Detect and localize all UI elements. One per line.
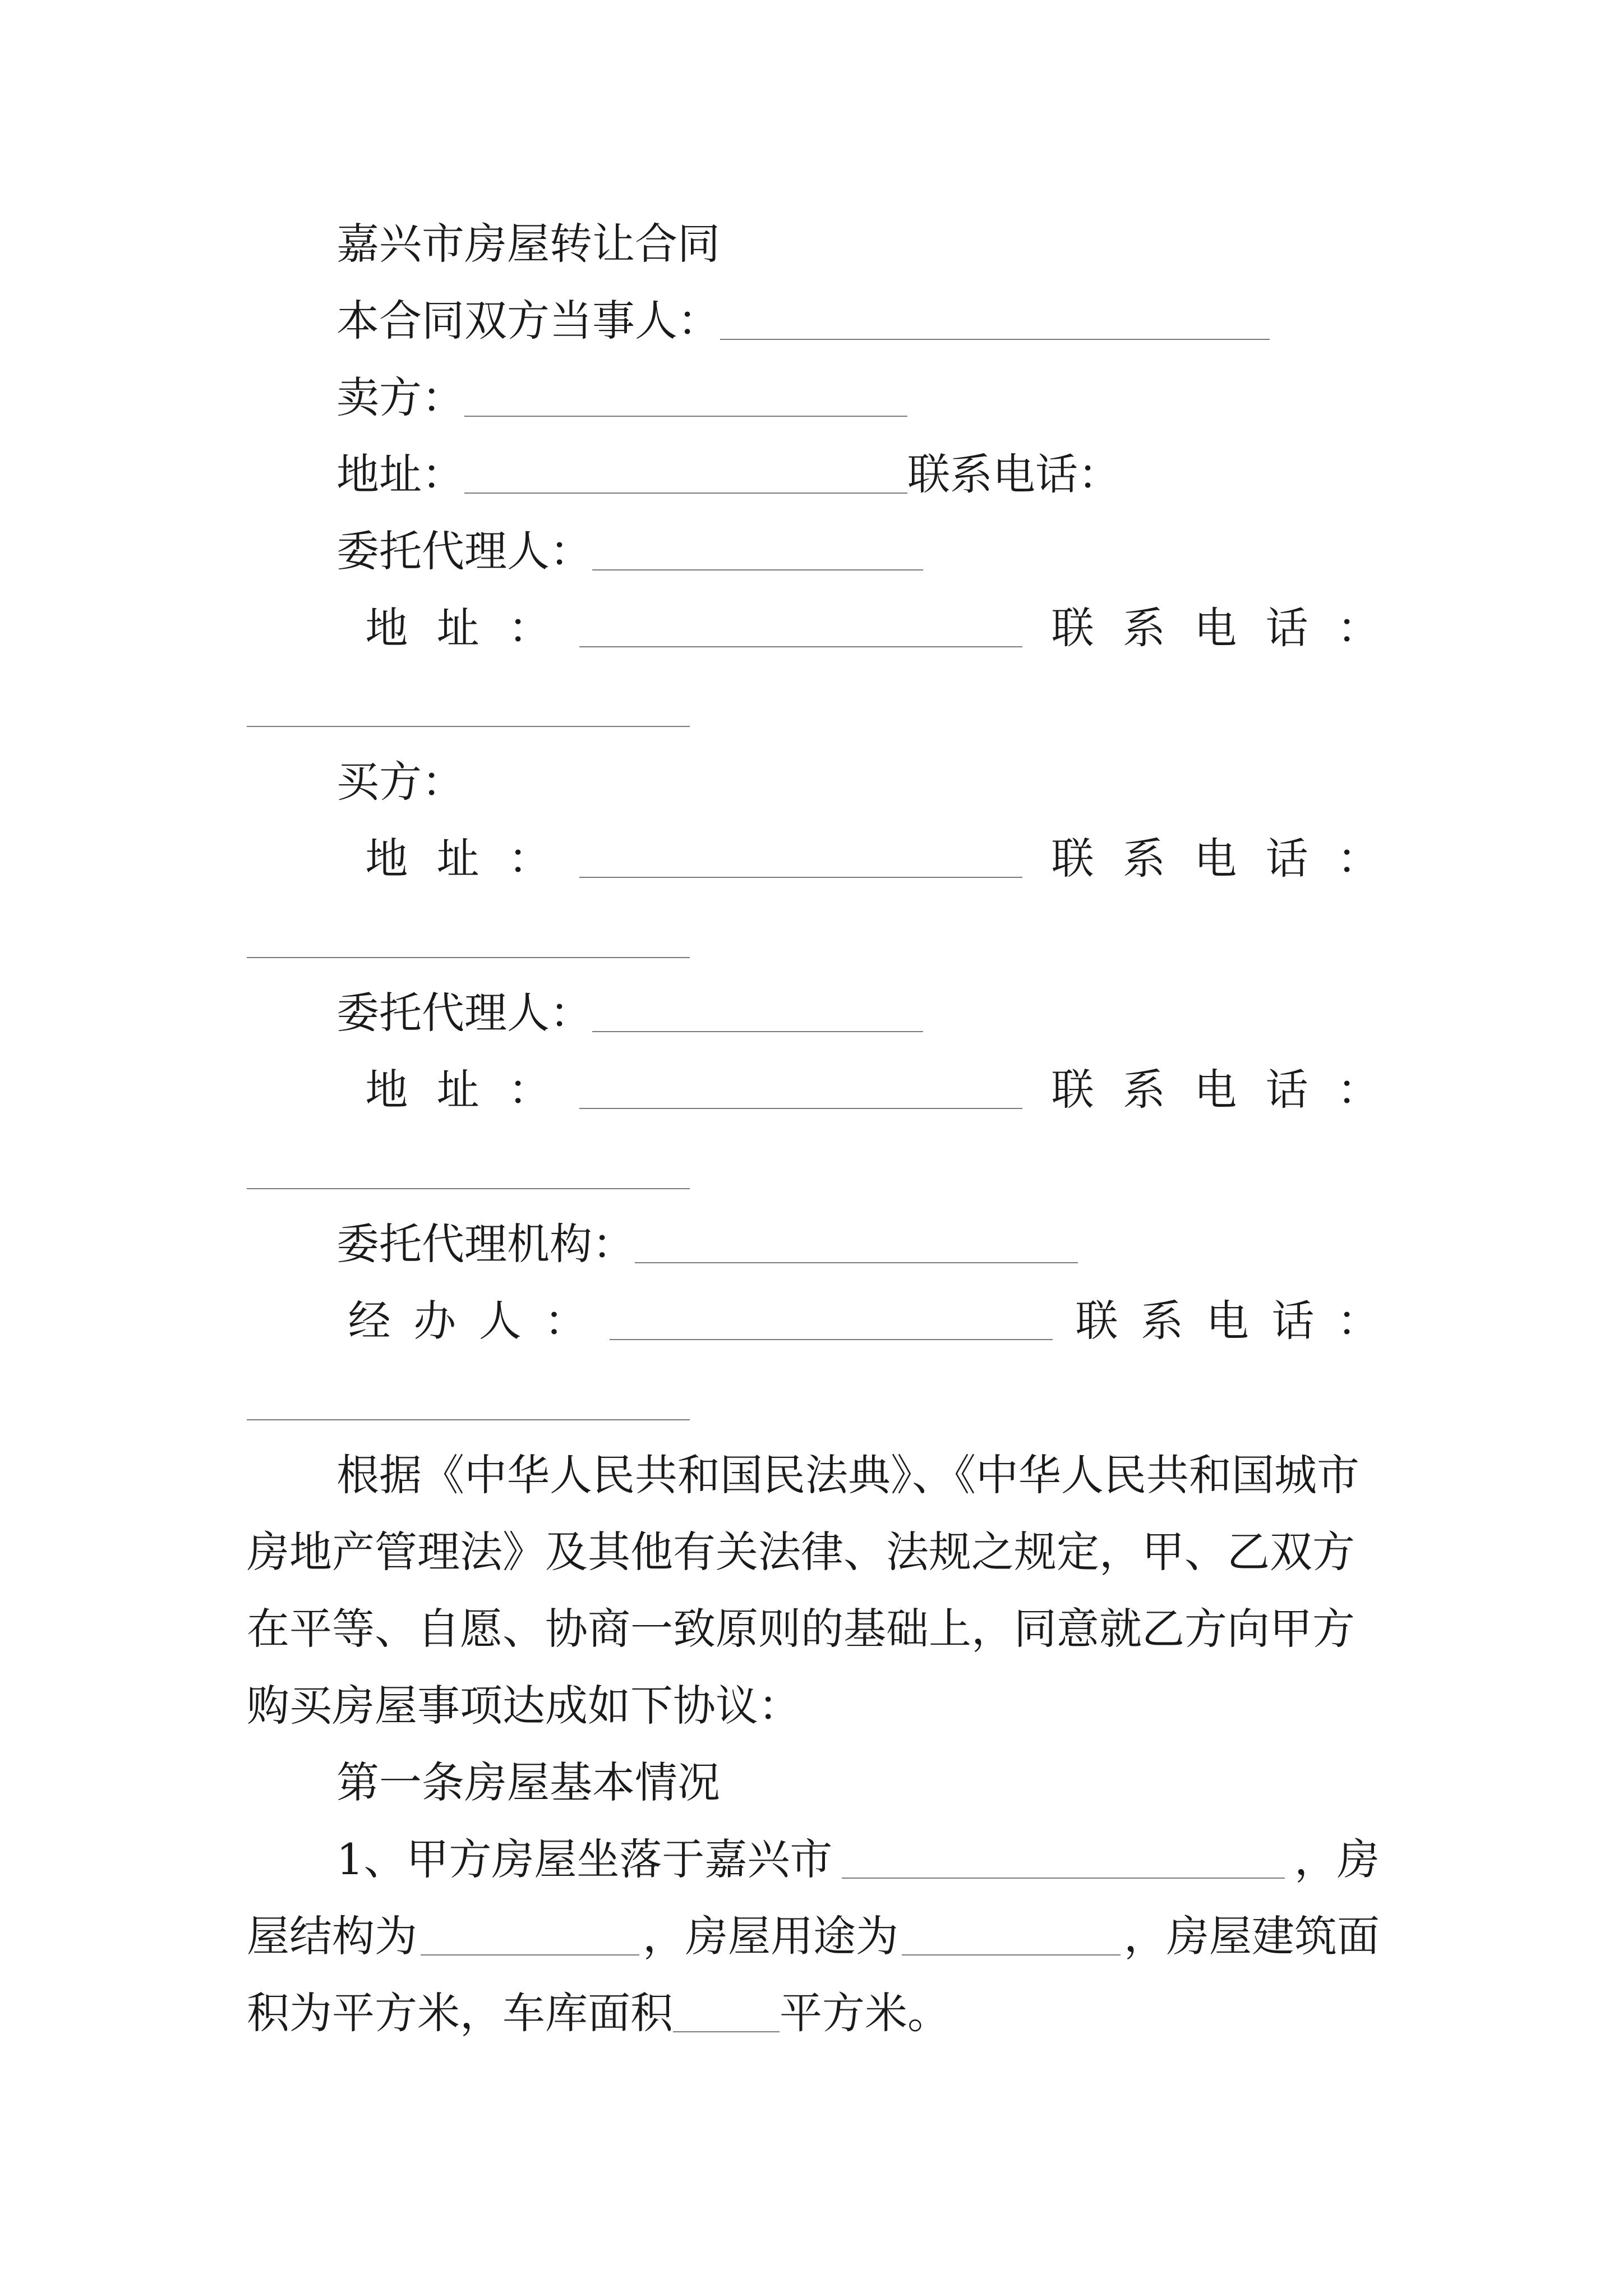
phone-char: 系 [1141,1296,1184,1346]
usage-label: ，房屋用途为 [643,1911,898,1961]
buyer-agent-row [336,985,923,1041]
phone-char: 电 [1206,1296,1249,1346]
buyer-row [336,754,464,810]
address-char: ： [508,603,551,653]
parties-blank[interactable] [720,339,1270,340]
structure-blank[interactable] [421,1954,639,1955]
buyer-agent-blank[interactable] [592,1031,923,1032]
agency-phone-blank[interactable] [247,1419,690,1420]
seller-agent-row [336,523,923,579]
document-title [336,216,720,272]
phone-char: ： [1336,603,1380,653]
handler-char: 人 [478,1296,522,1346]
usage-blank[interactable] [902,1954,1121,1955]
agency-label: 委托代理机构： [336,1219,635,1269]
address-char: ： [508,1065,551,1115]
phone-char: 系 [1122,834,1165,884]
address-char: 址 [436,1065,479,1115]
phone-char: 联 [1051,834,1094,884]
article1-line1-tail: ，房 [1294,1834,1380,1884]
garage-label: 积为平方米，车库面积 [247,1988,673,2038]
phone-char: ： [1336,834,1380,884]
phone-char: 话 [1265,603,1308,653]
phone-char: 话 [1271,1296,1315,1346]
phone-char: 联 [1075,1296,1118,1346]
phone-char: 系 [1122,1065,1165,1115]
agency-handler-row [247,1293,1380,1349]
seller-agent-address-row [247,600,1380,656]
phone-char: 电 [1194,1065,1237,1115]
seller-blank[interactable] [464,416,907,417]
agency-row [336,1216,1078,1272]
area-label: ，房屋建筑面 [1124,1911,1380,1961]
seller-address-blank[interactable] [464,493,907,494]
buyer-agent-label: 委托代理人： [336,988,592,1038]
address-char: 址 [436,834,479,884]
phone-char: ： [1336,1296,1380,1346]
title-text: 嘉兴市房屋转让合同 [336,219,720,269]
seller-phone-label: 联系电话： [907,449,1121,499]
address-char: 地 [365,1065,408,1115]
address-char: 地 [365,603,408,653]
address-char: 址 [436,603,479,653]
phone-char: 电 [1194,834,1237,884]
buyer-address-blank[interactable] [579,877,1022,878]
article1-line3 [247,1985,1380,2041]
buyer-label: 买方： [336,757,464,807]
seller-agent-label: 委托代理人： [336,526,592,576]
buyer-phone-blank[interactable] [247,957,690,958]
preamble-line [336,1447,1359,1503]
preamble-text: 在平等、自愿、协商一致原则的基础上，同意就乙方向甲方 [247,1604,1355,1654]
preamble-line [247,1601,1380,1657]
garage-area-blank[interactable] [673,2031,780,2032]
preamble-text: 根据《中华人民共和国民法典》、《中华人民共和国城市 [336,1450,1359,1500]
preamble-text: 购买房屋事项达成如下协议： [247,1681,801,1731]
handler-char: 办 [413,1296,457,1346]
buyer-agent-phone-blank[interactable] [247,1188,690,1189]
seller-agent-address-blank[interactable] [579,646,1022,647]
seller-address-row [336,447,1121,503]
seller-row [336,370,907,426]
buyer-address-row [247,831,1380,887]
structure-label: 屋结构为 [247,1911,417,1961]
preamble-line [247,1678,1380,1734]
buyer-agent-address-blank[interactable] [579,1108,1022,1109]
agency-blank[interactable] [635,1262,1078,1263]
garage-unit: 平方米。 [780,1988,950,2038]
handler-char: ： [544,1296,587,1346]
article1-line2 [247,1908,1380,1964]
handler-char: 经 [348,1296,391,1346]
preamble-line [247,1524,1380,1580]
parties-intro-label: 本合同双方当事人： [336,296,720,346]
address-char: ： [508,834,551,884]
seller-address-label: 地址： [336,449,464,499]
phone-char: 话 [1265,834,1308,884]
article1-heading [336,1755,720,1811]
seller-agent-phone-blank[interactable] [247,726,690,727]
preamble-text: 房地产管理法》及其他有关法律、法规之规定，甲、乙双方 [247,1527,1355,1577]
parties-intro-row [336,293,1270,349]
phone-char: 联 [1051,603,1094,653]
phone-char: 电 [1194,603,1237,653]
phone-char: 系 [1122,603,1165,653]
phone-char: ： [1336,1065,1380,1115]
buyer-agent-address-row [247,1062,1380,1118]
seller-agent-blank[interactable] [592,569,923,570]
phone-char: 话 [1265,1065,1308,1115]
phone-char: 联 [1051,1065,1094,1115]
article1-heading-text: 第一条房屋基本情况 [336,1757,720,1807]
article1-line1 [336,1832,1380,1888]
location-blank[interactable] [842,1878,1285,1879]
article1-location-label: 1、甲方房屋坐落于嘉兴市 [336,1834,833,1884]
seller-label: 卖方： [336,372,464,422]
agency-handler-blank[interactable] [610,1339,1053,1340]
address-char: 地 [365,834,408,884]
